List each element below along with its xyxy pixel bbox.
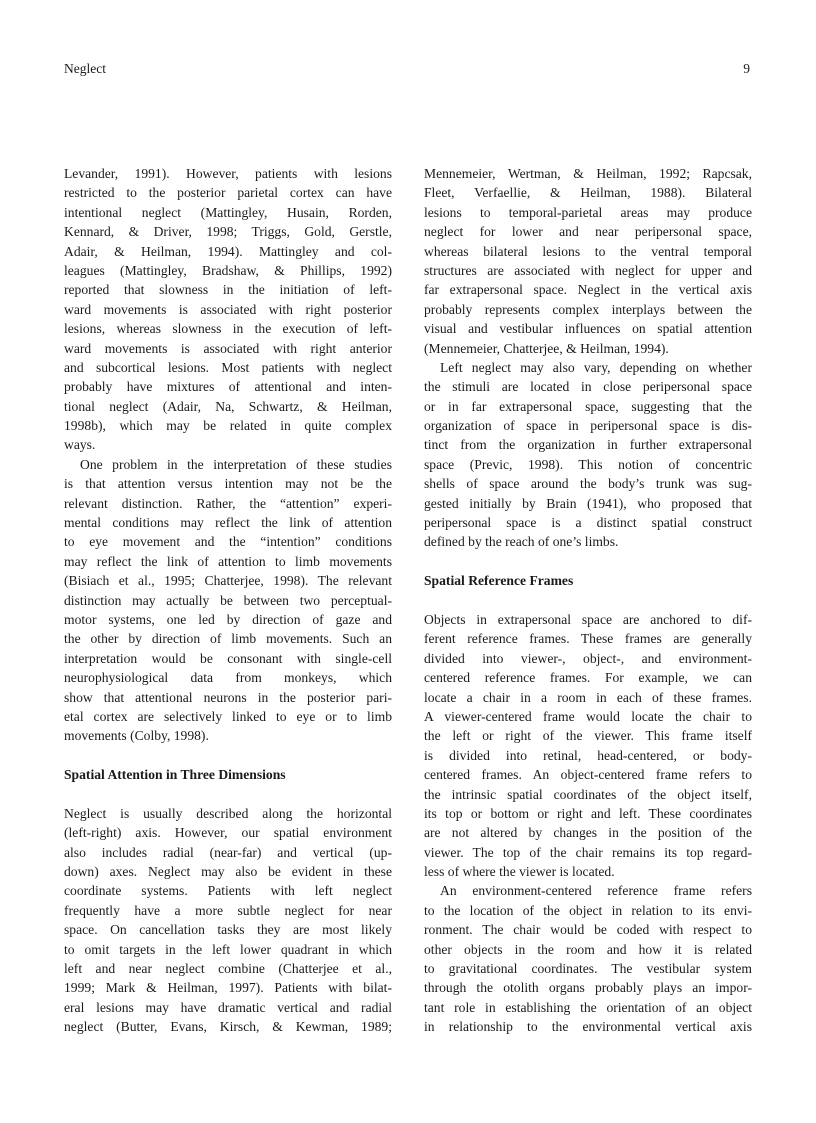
- text-line: Adair, & Heilman, 1994). Mattingley and col-: [64, 243, 392, 259]
- text-line: centered frames. An object-centered frame refers to: [424, 767, 752, 783]
- paragraph: [64, 804, 392, 1037]
- text-line: 1999; Mark & Heilman, 1997). Patients with bilat-: [64, 980, 392, 996]
- text-line: show that attentional neurons in the posterior pari-: [64, 689, 392, 705]
- text-line: neglect for lower and near peripersonal space,: [424, 224, 752, 240]
- running-header-title: Neglect: [64, 61, 106, 76]
- text-line: locate a chair in a room in each of these frames.: [424, 689, 752, 705]
- paragraph: [424, 610, 752, 881]
- page-number: 9: [743, 61, 750, 76]
- text-line: restricted to the posterior parietal cortex can have: [64, 185, 392, 201]
- text-line: neurophysiological data from monkeys, which: [64, 670, 392, 686]
- text-column-left: [64, 164, 392, 1037]
- text-line: (Mennemeier, Chatterjee, & Heilman, 1994).: [424, 340, 669, 356]
- text-line: relevant distinction. Rather, the “attention” experi-: [64, 495, 392, 511]
- text-line: eral lesions may have dramatic vertical and radial: [64, 999, 392, 1015]
- text-line: visual and vestibular influences on spatial attention: [424, 321, 752, 337]
- text-line: is that attention versus intention may not be the: [64, 476, 392, 492]
- text-line: viewer. The top of the chair remains its top regard-: [424, 844, 752, 860]
- text-line: neglect (Butter, Evans, Kirsch, & Kewman, 1989;: [64, 1019, 392, 1035]
- text-line: Fleet, Verfaellie, & Heilman, 1988). Bilateral: [424, 185, 752, 201]
- text-line: are not altered by changes in the position of the: [424, 825, 752, 841]
- text-line: ronment. The chair would be coded with respect to: [424, 922, 752, 938]
- text-line: space. On cancellation tasks they are most likely: [64, 922, 392, 938]
- text-line: in relationship to the environmental vertical axis: [424, 1019, 752, 1035]
- text-line: An environment-centered reference frame refers: [440, 883, 752, 899]
- text-line: lesions to temporal-parietal areas may produce: [424, 204, 752, 220]
- text-line: far extrapersonal space. Neglect in the vertical axis: [424, 282, 752, 298]
- text-line: Left neglect may also vary, depending on whether: [440, 359, 752, 375]
- text-line: and subcortical lesions. Most patients with neglect: [64, 359, 392, 375]
- text-line: (left-right) axis. However, our spatial environment: [64, 825, 392, 841]
- paragraph: [424, 881, 752, 1036]
- text-line: Mennemeier, Wertman, & Heilman, 1992; Rapcsak,: [424, 166, 752, 181]
- text-line: intentional neglect (Mattingley, Husain, Rorden,: [64, 204, 392, 220]
- text-line: is divided into retinal, head-centered, or body-: [424, 747, 752, 763]
- text-line: ward movements is associated with right posterior: [64, 301, 392, 317]
- text-line: ward movements is associated with right anterior: [64, 340, 392, 356]
- text-line: to eye movement and the “intention” conditions: [64, 534, 392, 550]
- text-line: or in far extrapersonal space, suggesting that the: [424, 398, 752, 414]
- text-line: Kennard, & Driver, 1998; Triggs, Gold, Gerstle,: [64, 224, 392, 240]
- text-column-right: [424, 164, 752, 1037]
- text-line: ferent reference frames. These frames are generally: [424, 631, 752, 647]
- paragraph: [64, 455, 392, 746]
- text-line: its top or bottom or right and left. These coordinates: [424, 805, 752, 821]
- text-line: tional neglect (Adair, Na, Schwartz, & Heilman,: [64, 398, 392, 414]
- text-line: through the otolith organs probably plays an impor-: [424, 980, 752, 996]
- text-line: tinct from the organization in further extrapersonal: [424, 437, 752, 453]
- text-line: down) axes. Neglect may also be evident in these: [64, 864, 392, 880]
- text-line: Levander, 1991). However, patients with lesions: [64, 166, 392, 181]
- text-line: frequently have a more subtle neglect for near: [64, 902, 392, 918]
- text-line: mental conditions may reflect the link of attention: [64, 515, 392, 531]
- text-line: leagues (Mattingley, Bradshaw, & Phillips, 1992): [64, 262, 392, 278]
- text-line: to omit targets in the left lower quadrant in which: [64, 941, 392, 957]
- text-line: A viewer-centered frame would locate the chair to: [424, 708, 752, 724]
- text-line: coordinate systems. Patients with left neglect: [64, 883, 392, 899]
- text-line: whereas bilateral lesions to the ventral temporal: [424, 243, 752, 259]
- text-line: gested initially by Brain (1941), who proposed that: [424, 495, 752, 511]
- text-line: interpretation would be consonant with single-cell: [64, 650, 392, 666]
- text-line: One problem in the interpretation of these studies: [80, 456, 392, 472]
- text-line: movements (Colby, 1998).: [64, 728, 209, 744]
- section-heading: Spatial Reference Frames: [424, 573, 574, 589]
- text-line: Objects in extrapersonal space are anchored to dif-: [424, 611, 752, 627]
- text-line: probably represents complex interplays between the: [424, 301, 752, 317]
- text-line: divided into viewer-, object-, and environment-: [424, 650, 752, 666]
- text-line: peripersonal space is a distinct spatial construct: [424, 515, 752, 531]
- text-line: space (Previc, 1998). This notion of concentric: [424, 456, 752, 472]
- text-line: ways.: [64, 437, 96, 453]
- text-line: motor systems, one led by direction of gaze and: [64, 611, 392, 627]
- text-line: probably have mixtures of attentional and inten-: [64, 379, 392, 395]
- text-line: also includes radial (near-far) and vertical (up-: [64, 844, 392, 860]
- paragraph: [424, 164, 752, 358]
- text-line: shells of space around the body’s trunk was sug-: [424, 476, 752, 492]
- text-line: centered reference frames. For example, we can: [424, 670, 752, 686]
- text-line: lesions, whereas slowness in the execution of left-: [64, 321, 392, 337]
- text-line: structures are associated with neglect for upper and: [424, 262, 752, 278]
- text-line: may reflect the link of attention to limb movements: [64, 553, 392, 569]
- text-line: defined by the reach of one’s limbs.: [424, 534, 619, 550]
- text-line: distinction may actually be between two perceptual-: [64, 592, 392, 608]
- text-line: reported that slowness in the initiation of left-: [64, 282, 392, 298]
- section-heading: Spatial Attention in Three Dimensions: [64, 767, 286, 783]
- text-line: the intrinsic spatial coordinates of the object itself,: [424, 786, 752, 802]
- text-line: tant role in establishing the orientation of an object: [424, 999, 752, 1015]
- text-line: the other by direction of limb movements. Such an: [64, 631, 392, 647]
- text-line: the left or right of the viewer. This frame itself: [424, 728, 752, 744]
- text-line: etal cortex are selectively linked to eye or to limb: [64, 708, 392, 724]
- text-line: to the location of the object in relation to its envi-: [424, 902, 752, 918]
- paragraph: [64, 164, 392, 455]
- text-line: the stimuli are located in close peripersonal space: [424, 379, 752, 395]
- text-line: left and near neglect combine (Chatterjee et al.,: [64, 961, 392, 977]
- text-line: (Bisiach et al., 1995; Chatterjee, 1998). The relevant: [64, 573, 392, 589]
- text-line: other objects in the room and how it is related: [424, 941, 752, 957]
- text-line: to gravitational coordinates. The vestibular system: [424, 961, 752, 977]
- text-line: less of where the viewer is located.: [424, 864, 615, 880]
- text-line: 1998b), which may be related in quite complex: [64, 418, 392, 434]
- text-line: organization of space in peripersonal space is dis-: [424, 418, 752, 434]
- text-line: Neglect is usually described along the horizontal: [64, 805, 392, 821]
- paragraph: [424, 358, 752, 552]
